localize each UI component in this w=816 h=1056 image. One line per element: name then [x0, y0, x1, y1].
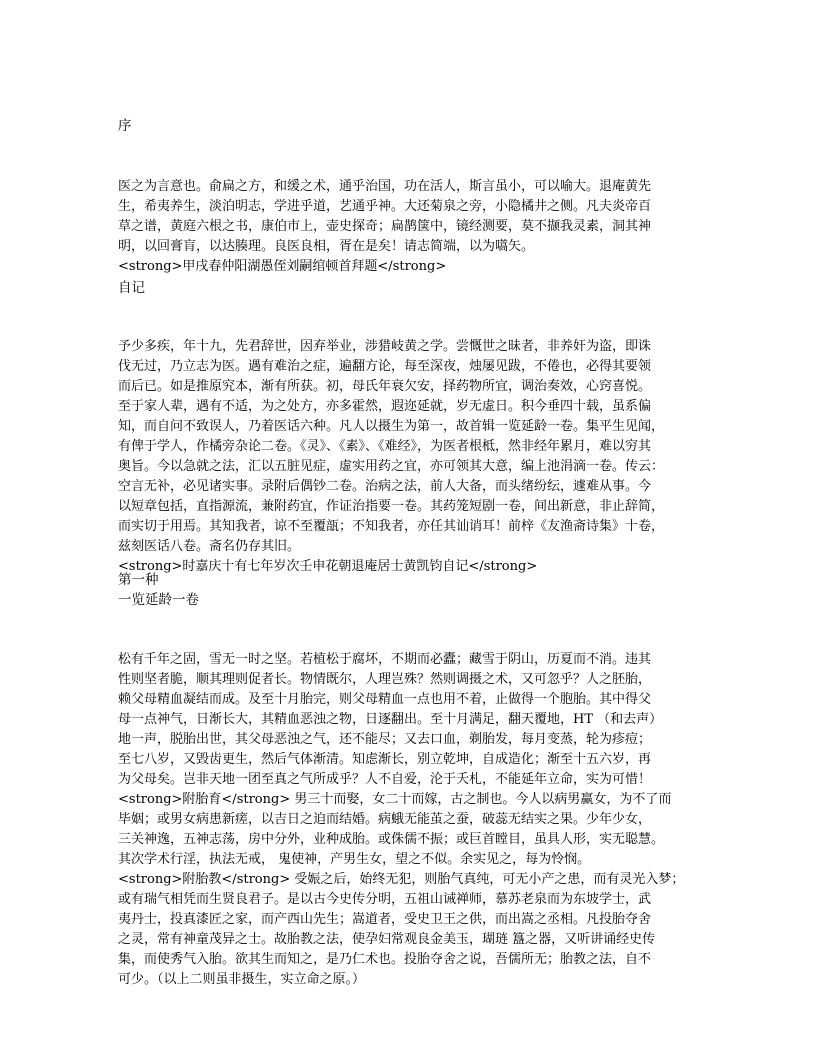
author-note-line: 予少多疾，年十九，先君辞世，因弃举业，涉猎岐黄之学。尝慨世之昧者，非养奸为盗，即诛 — [118, 339, 652, 354]
part-one-line: 夷丹士，投真漆匠之家，而产西山先生；嵩道者，受史卫王之供，而出嵩之丞相。凡投胎夺舍 — [118, 912, 652, 927]
preface-signature: <strong>甲戌春仲阳湖愚侄刘嗣绾顿首拜题</strong> — [118, 259, 447, 274]
part-one-line: 可少。（以上二则虽非摄生，实立命之原。） — [118, 972, 366, 987]
author-note-line: 伐无过，乃立志为医。遇有难治之症，遍翻方论，每至深夜，烛屡见跋，不倦也，必得其要领 — [118, 359, 652, 374]
author-note-line: 兹刻医话八卷。斋名仍存其旧。 — [118, 539, 301, 554]
author-note-line: 奥旨。今以急就之法，汇以五脏见症，虚实用药之宜，亦可领其大意，编上池涓滴一卷。传云： — [118, 459, 665, 474]
part-one-line: 地一声，脱胎出世，其父母恶浊之气，还不能尽；又去口血，剃胎发，每月变蒸，轮为疹痘； — [118, 732, 652, 747]
part-one-line: 性则坚者脆，顺其理则促者长。物情既尔，人理岂殊？然则调摄之术，又可忽乎？人之胚胎， — [118, 672, 652, 687]
part-one-line: <strong>附胎育</strong> 男三十而娶，女二十而嫁，古之制也。今人以病男赢女，为不了而 — [118, 792, 672, 807]
preface-line: 医之为言意也。俞扁之方，和缓之术，通乎治国，功在活人，斯言虽小，可以喻大。退庵黄先 — [118, 179, 652, 194]
author-note-signature: <strong>时嘉庆十有七年岁次壬申花朝退庵居士黄凯钧自记</strong> — [118, 559, 538, 574]
part-one-line: 松有千年之固，雪无一时之坚。若植松于腐坏，不期而必蠹；藏雪于阴山，历夏而不消。违其 — [118, 652, 652, 667]
part-one-line: 至七八岁，又毁齿更生，然后气体渐清。知虑渐长，别立乾坤，自成造化；渐至十五六岁，再 — [118, 752, 652, 767]
part-one-line: 其次学术行淫，执法无戒， 鬼使神，产男生女，望之不似。余实见之，每为怜悯。 — [118, 852, 591, 867]
part-one-line: <strong>附胎教</strong> 受娠之后，始终无犯，则胎气真纯，可无小产之患，而有灵光入梦； — [118, 872, 685, 887]
author-note-body — [118, 337, 664, 577]
preface-title: 序 — [118, 118, 132, 134]
author-note-line: 空言无补，必见诸实事。录附后偶钞二卷。治病之法，前人大备，而头绪纷纭，遽难从事。今 — [118, 479, 652, 494]
part-one-body — [118, 650, 684, 990]
part-one-label: 第一种 — [118, 572, 159, 588]
part-one-line: 赖父母精血凝结而成。及至十月胎完，则父母精血一点也用不着，止做得一个胞胎。其中得父 — [118, 692, 652, 707]
preface-body — [118, 177, 651, 277]
author-note-line: 以短章包括，直指源流，兼附药宜，作证治指要一卷。其药笼短剧一卷，间出新意，非止辞简， — [118, 499, 665, 514]
author-note-line: 至于家人辈，遇有不适，为之处方，亦多霍然，遐迩延就，岁无虚日。积今垂四十载，虽系偏 — [118, 399, 652, 414]
part-one-title: 一览延龄一卷 — [118, 592, 199, 608]
part-one-line: 为父母矣。岂非天地一团至真之气所成乎？人不自爱，沦于夭札，不能延年立命，实为可惜！ — [118, 772, 652, 787]
preface-line: 明，以回膏肓，以达腠理。良医良相，胥在是矣！请志简端，以为嚆矢。 — [118, 239, 535, 254]
part-one-line: 之灵，常有神童茂异之士。故胎教之法，使孕妇常观良金美玉，瑚琏 簋之器，又听讲诵经史传 — [118, 932, 656, 947]
author-note-line: 而实切于用焉。其知我者，谅不至覆瓿；不知我者，亦任其讪诮耳！前梓《友渔斋诗集》十卷， — [118, 519, 665, 534]
author-note-title: 自记 — [118, 280, 145, 296]
part-one-line: 毕姻；或男女病患新瘥，以吉日之迫而结婚。病蛾无能茧之蚕，破蕊无结实之果。少年少女， — [118, 812, 652, 827]
preface-line: 草之谱，黄庭六根之书，康伯市上，壶史探奇；扁鹊箧中，镜经测要，莫不撷我灵素，洞其神 — [118, 219, 652, 234]
part-one-line: 母一点神气，日渐长大，其精血恶浊之物，日逐翻出。至十月满足，翻天覆地，HT （和去声） — [118, 712, 663, 727]
author-note-line: 而后已。如是推原究本，渐有所获。初，母氏年衰欠安，择药物所宜，调治奏效，心窍喜悦。 — [118, 379, 652, 394]
part-one-line: 三关神逸，五神志荡，房中分外，业种成胎。或侏儒不振；或巨首瞠目，虽具人形，实无聪慧。 — [118, 832, 665, 847]
preface-line: 生，希夷养生，淡泊明志，学进乎道，艺通乎神。大还菊泉之旁，小隐橘井之侧。凡夫炎帝百 — [118, 199, 652, 214]
author-note-line: 有俾于学人，作橘旁杂论二卷。《灵》、《素》、《难经》，为医者根柢，然非经年累月，难以穷其 — [118, 439, 652, 454]
part-one-line: 集，而使秀气入胎。欲其生而知之，是乃仁术也。投胎夺舍之说，吾儒所无；胎教之法，自不 — [118, 952, 652, 967]
author-note-line: 知，而自问不致误人，乃着医话六种。凡人以摄生为第一，故首辑一览延龄一卷。集平生见闻， — [118, 419, 665, 434]
part-one-line: 或有瑞气相凭而生贤良君子。是以古今史传分明，五祖山诫禅师，慕苏老泉而为东坡学士，武 — [118, 892, 652, 907]
